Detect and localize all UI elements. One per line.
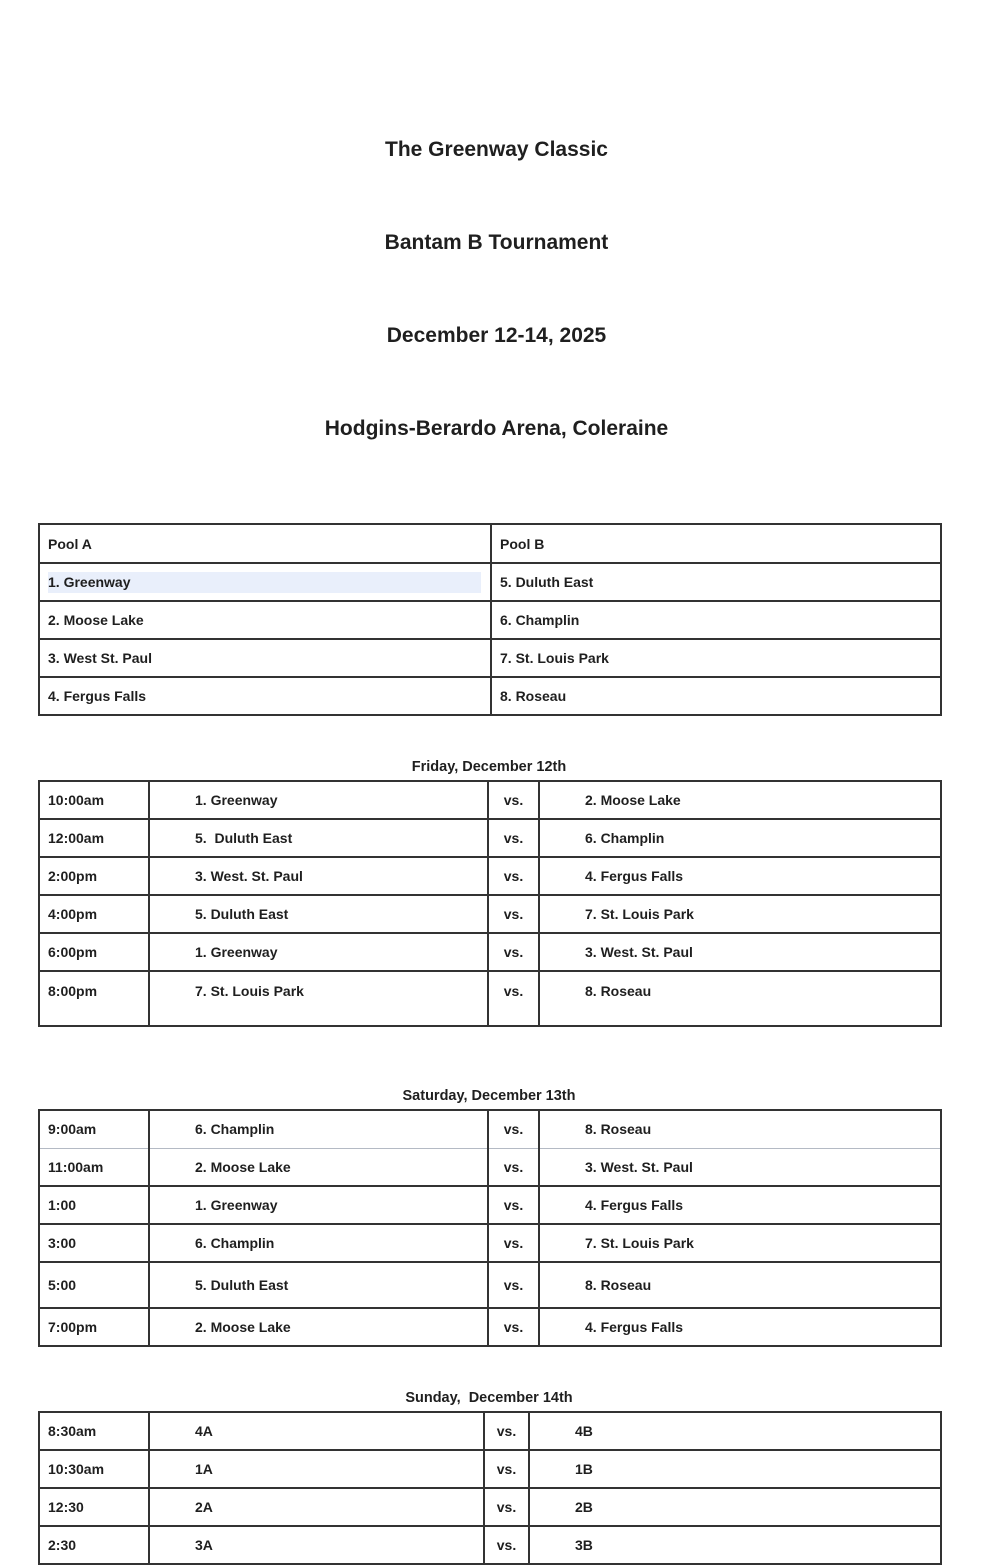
home-team-cell: 4A [149, 1412, 484, 1450]
game-row [39, 857, 941, 895]
vs-cell: vs. [488, 1148, 539, 1186]
away-team-cell: 2B [529, 1488, 941, 1526]
away-team-cell: 3B [529, 1526, 941, 1564]
day-heading-saturday: Saturday, December 13th [402, 1088, 576, 1104]
away-team-cell: 3. West. St. Paul [539, 933, 941, 971]
game-row [39, 781, 941, 819]
away-team-cell: 8. Roseau [539, 1110, 941, 1148]
tournament-title-line-2: Bantam B Tournament [384, 231, 609, 254]
tournament-title-block [0, 0, 993, 506]
pool-b-team-cell: 6. Champlin [491, 601, 941, 639]
day-heading-sunday: Sunday, December 14th [405, 1390, 573, 1406]
game-row [39, 1488, 941, 1526]
game-row [39, 1412, 941, 1450]
game-row [39, 1308, 941, 1346]
time-cell: 2:00pm [39, 857, 149, 895]
time-cell: 1:00 [39, 1186, 149, 1224]
vs-cell: vs. [484, 1450, 529, 1488]
home-team-cell: 2A [149, 1488, 484, 1526]
vs-cell: vs. [488, 781, 539, 819]
vs-cell: vs. [484, 1488, 529, 1526]
away-team-cell: 8. Roseau [539, 971, 941, 1026]
time-cell: 11:00am [39, 1148, 149, 1186]
home-team-cell: 1. Greenway [149, 781, 488, 819]
time-cell: 12:00am [39, 819, 149, 857]
home-team-cell: 3. West. St. Paul [149, 857, 488, 895]
vs-cell: vs. [488, 1110, 539, 1148]
home-team-cell: 5. Duluth East [149, 819, 488, 857]
away-team-cell: 4. Fergus Falls [539, 857, 941, 895]
away-team-cell: 6. Champlin [539, 819, 941, 857]
home-team-cell: 1A [149, 1450, 484, 1488]
pool-a-team-cell: 4. Fergus Falls [39, 677, 491, 715]
pool-row [39, 601, 941, 639]
time-cell: 8:30am [39, 1412, 149, 1450]
time-cell: 9:00am [39, 1110, 149, 1148]
pool-row [39, 639, 941, 677]
game-row [39, 1110, 941, 1148]
day-heading-friday: Friday, December 12th [411, 759, 567, 775]
vs-cell: vs. [488, 1262, 539, 1308]
vs-cell: vs. [484, 1412, 529, 1450]
home-team-cell: 5. Duluth East [149, 895, 488, 933]
pool-a-team-cell: 2. Moose Lake [39, 601, 491, 639]
pool-row [39, 677, 941, 715]
vs-cell: vs. [488, 1186, 539, 1224]
away-team-cell: 4. Fergus Falls [539, 1308, 941, 1346]
vs-cell: vs. [488, 819, 539, 857]
away-team-cell: 2. Moose Lake [539, 781, 941, 819]
away-team-cell: 1B [529, 1450, 941, 1488]
pool-b-header-cell: Pool B [491, 524, 941, 563]
friday-schedule-table [38, 780, 942, 1027]
vs-cell: vs. [488, 933, 539, 971]
home-team-cell: 1. Greenway [149, 933, 488, 971]
home-team-cell: 2. Moose Lake [149, 1148, 488, 1186]
game-row [39, 971, 941, 1026]
time-cell: 4:00pm [39, 895, 149, 933]
away-team-cell: 4. Fergus Falls [539, 1186, 941, 1224]
game-row [39, 1262, 941, 1308]
time-cell: 6:00pm [39, 933, 149, 971]
time-cell: 5:00 [39, 1262, 149, 1308]
time-cell: 10:00am [39, 781, 149, 819]
tournament-title-line-4: Hodgins-Berardo Arena, Coleraine [324, 417, 669, 440]
highlighted-team-text: 1. Greenway [48, 572, 481, 593]
time-cell: 10:30am [39, 1450, 149, 1488]
game-row [39, 895, 941, 933]
time-cell: 2:30 [39, 1526, 149, 1564]
home-team-cell: 6. Champlin [149, 1224, 488, 1262]
vs-cell: vs. [488, 971, 539, 1026]
game-row [39, 1450, 941, 1488]
time-cell: 3:00 [39, 1224, 149, 1262]
home-team-cell: 7. St. Louis Park [149, 971, 488, 1026]
game-row [39, 933, 941, 971]
home-team-cell: 3A [149, 1526, 484, 1564]
home-team-cell: 2. Moose Lake [149, 1308, 488, 1346]
away-team-cell: 4B [529, 1412, 941, 1450]
home-team-cell: 1. Greenway [149, 1186, 488, 1224]
vs-cell: vs. [488, 857, 539, 895]
pool-row [39, 563, 941, 601]
game-row [39, 1148, 941, 1186]
vs-cell: vs. [488, 1224, 539, 1262]
pool-header-row [39, 524, 941, 563]
game-row [39, 819, 941, 857]
saturday-schedule-table [38, 1109, 942, 1347]
game-row [39, 1186, 941, 1224]
pool-a-header-cell: Pool A [39, 524, 491, 563]
away-team-cell: 3. West. St. Paul [539, 1148, 941, 1186]
sunday-schedule-table [38, 1411, 942, 1565]
pool-a-team-cell: 3. West St. Paul [39, 639, 491, 677]
home-team-cell: 5. Duluth East [149, 1262, 488, 1308]
vs-cell: vs. [484, 1526, 529, 1564]
pool-table [38, 523, 942, 716]
vs-cell: vs. [488, 895, 539, 933]
game-row [39, 1526, 941, 1564]
pool-a-team-cell [39, 563, 491, 601]
tournament-title-line-1: The Greenway Classic [385, 138, 608, 161]
away-team-cell: 7. St. Louis Park [539, 895, 941, 933]
pool-b-team-cell: 7. St. Louis Park [491, 639, 941, 677]
time-cell: 12:30 [39, 1488, 149, 1526]
pool-b-team-cell: 8. Roseau [491, 677, 941, 715]
tournament-title-line-3: December 12-14, 2025 [386, 324, 607, 347]
pool-b-team-cell: 5. Duluth East [491, 563, 941, 601]
game-row [39, 1224, 941, 1262]
time-cell: 8:00pm [39, 971, 149, 1026]
time-cell: 7:00pm [39, 1308, 149, 1346]
home-team-cell: 6. Champlin [149, 1110, 488, 1148]
vs-cell: vs. [488, 1308, 539, 1346]
away-team-cell: 8. Roseau [539, 1262, 941, 1308]
away-team-cell: 7. St. Louis Park [539, 1224, 941, 1262]
